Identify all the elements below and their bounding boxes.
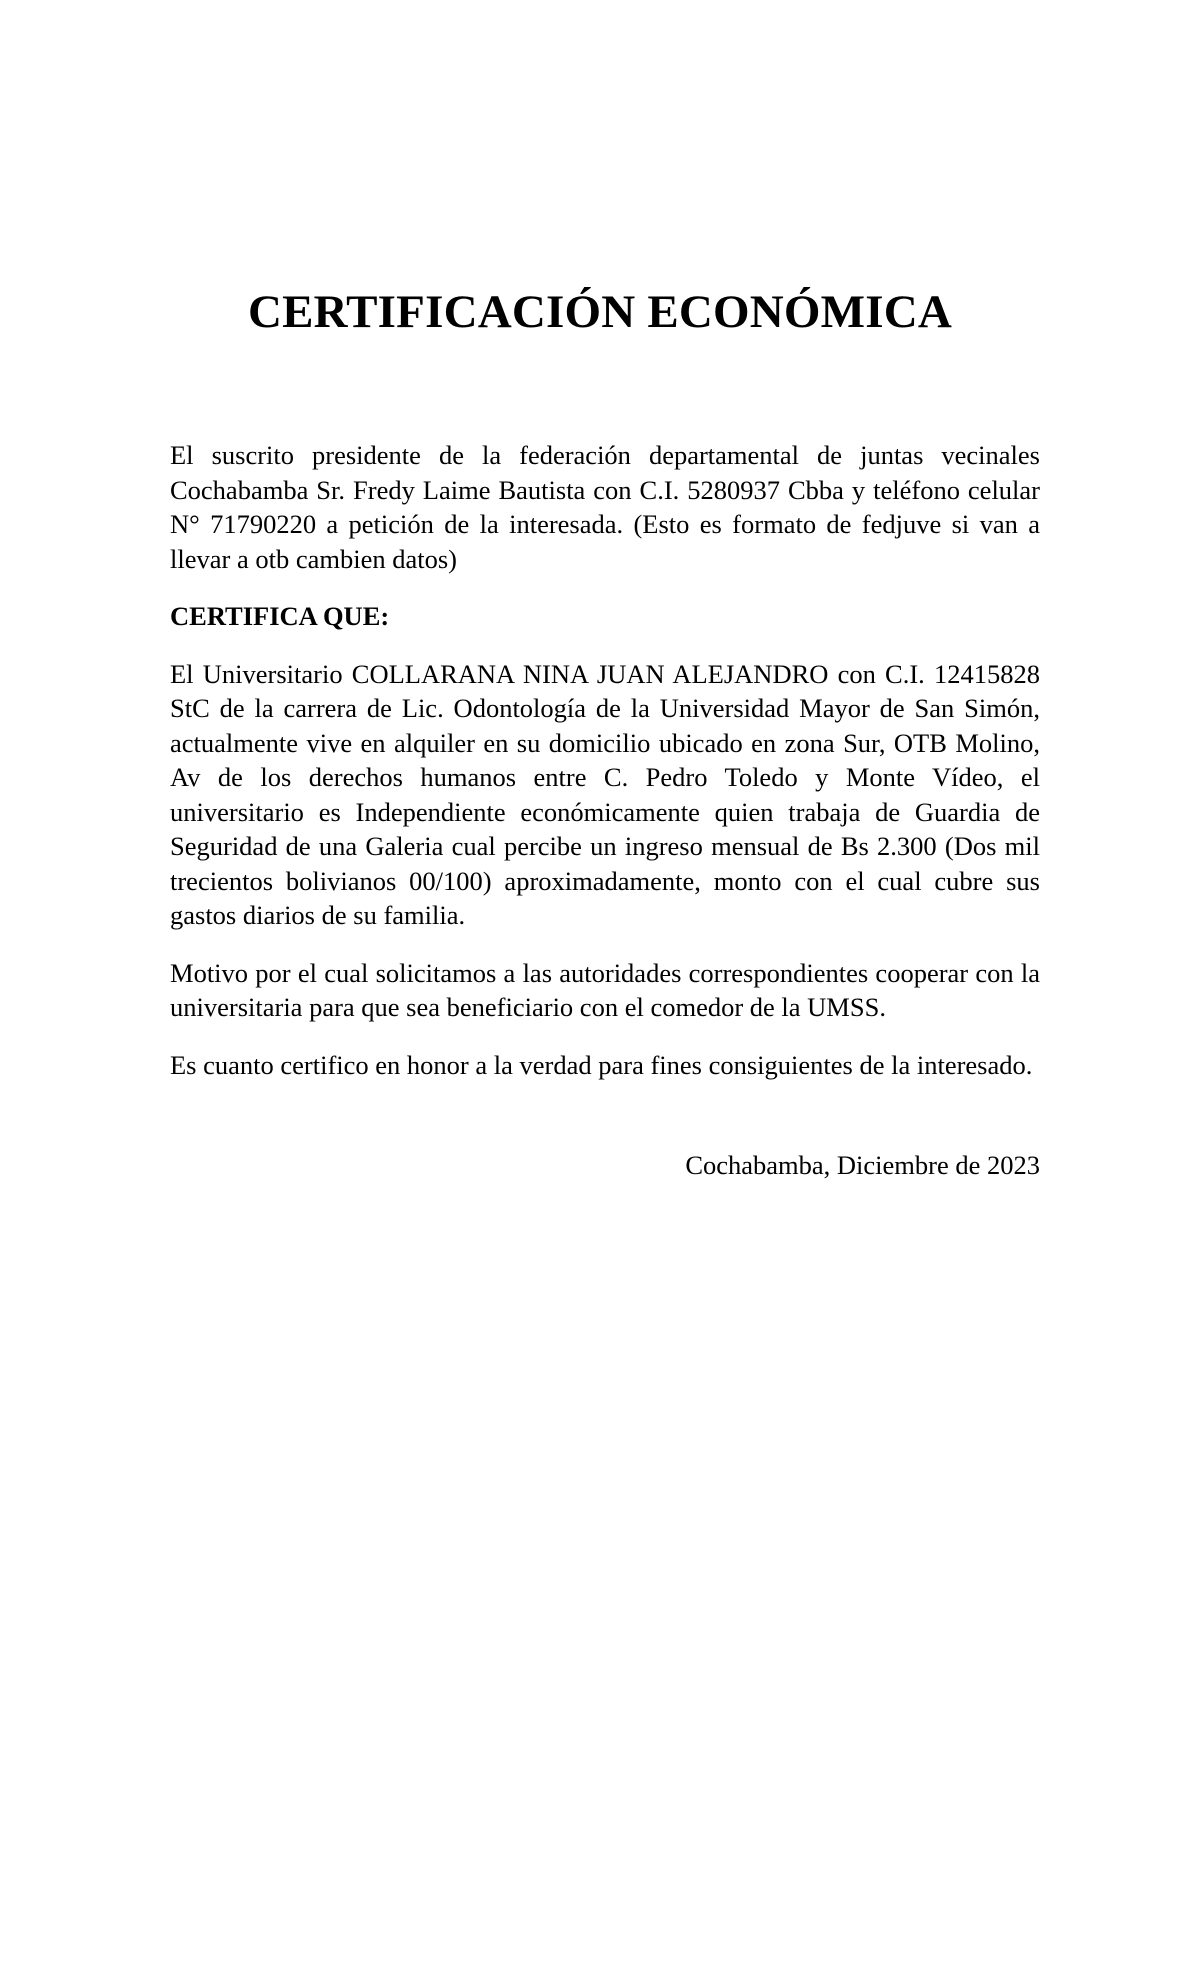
request-paragraph: Motivo por el cual solicitamos a las autoridades correspondientes cooperar con la universitaria para que sea beneficiario con el comedor de la UMSS. [170, 957, 1040, 1022]
document-title: CERTIFICACIÓN ECONÓMICA [247, 286, 953, 338]
certification-paragraph: El Universitario COLLARANA NINA JUAN ALEJANDRO con C.I. 12415828 StC de la carrera de Lic. Odontología de la Universidad Mayor de San Simón, actualmente vive en alquiler en su domicilio ubicado en zona Sur, OTB Molino, Av de los derechos humanos entre C. Pedro Toledo y Monte Vídeo, el universitario es Independiente económicamente quien trabaja de Guardia de Seguridad de una Galeria cual percibe un ingreso mensual de Bs 2.300 (Dos mil trecientos bolivianos 00/100) aproximadamente, monto con el cual cubre sus gastos diarios de su familia. [170, 658, 1040, 930]
certifica-heading: CERTIFICA QUE: [170, 601, 390, 631]
intro-paragraph: El suscrito presidente de la federación departamental de juntas vecinales Cochabamba Sr. Fredy Laime Bautista con C.I. 5280937 Cbba y teléfono celular N° 71790220 a petición de la interesada. (Esto es formato de fedjuve si van a llevar a otb cambien datos) [170, 440, 1040, 574]
document-body [170, 438, 1040, 1082]
place-date: Cochabamba, Diciembre de 2023 [685, 1150, 1040, 1180]
closing-paragraph: Es cuanto certifico en honor a la verdad para fines consiguientes de la interesado. [170, 1049, 1033, 1080]
